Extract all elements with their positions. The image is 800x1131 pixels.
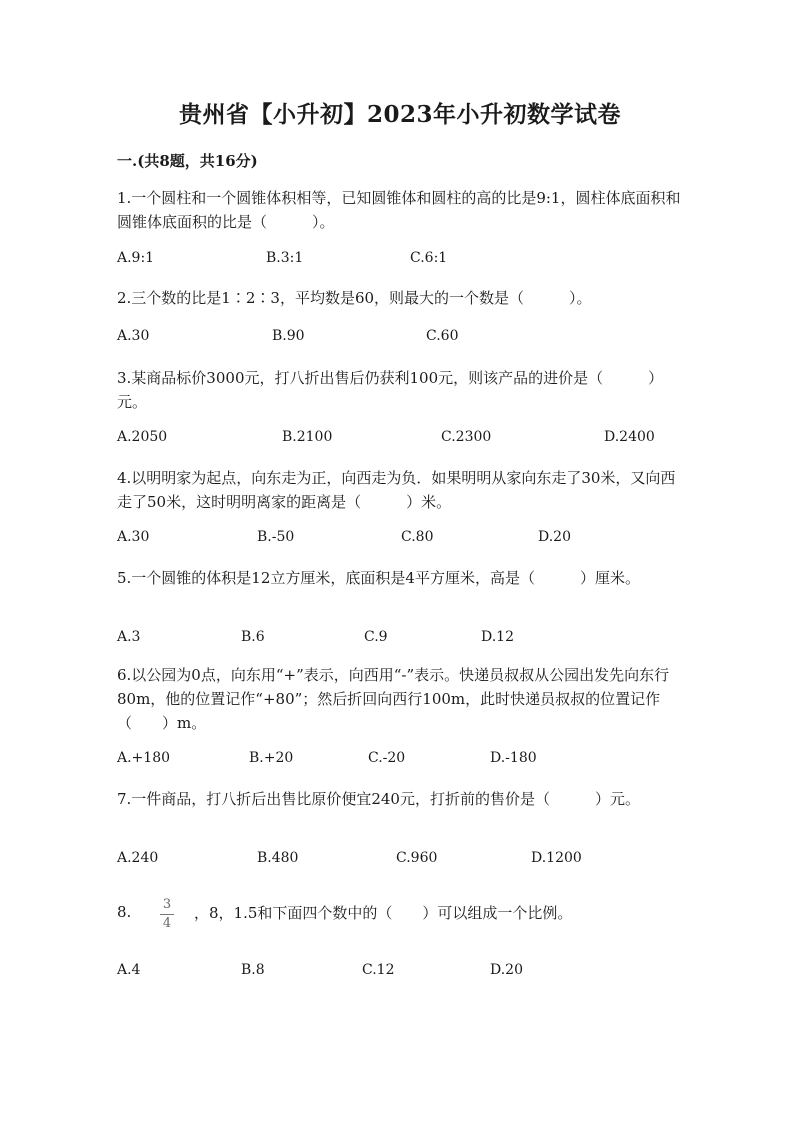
fraction-three-quarters [160,898,174,931]
q4-option-b: B.-50 [257,529,295,545]
question-6-text: 6.以公园为0点，向东用“+”表示，向西用“-”表示。快递员叔叔从公园出发先向东行80m，他的位置记作“+80”；然后折回向西行100m，此时快递员叔叔的位置记作（ ）m。 [117,666,670,732]
question-3-text: 3.某商品标价3000元，打八折出售后仍获利100元，则该产品的进价是（ ）元。 [117,369,664,411]
question-2-text: 2.三个数的比是1∶2∶3，平均数是60，则最大的一个数是（ ）。 [117,289,592,307]
q5-option-a: A.3 [117,629,141,645]
question-7-text: 7.一件商品，打八折后出售比原价便宜240元，打折前的售价是（ ）元。 [117,790,640,808]
fraction-bar [160,914,174,915]
question-5-text: 5.一个圆锥的体积是12立方厘米，底面积是4平方厘米，高是（ ）厘米。 [117,569,640,587]
q8-option-b: B.8 [241,962,265,978]
q5-option-c: C.9 [364,629,388,645]
q5-option-d: D.12 [481,629,514,645]
q6-option-c: C.-20 [368,750,406,766]
q8-option-d: D.20 [490,962,523,978]
q4-option-a: A.30 [117,529,150,545]
q1-option-c: C.6:1 [410,250,448,266]
q4-option-c: C.80 [401,529,434,545]
page-title: 贵州省【小升初】2023年小升初数学试卷 [178,101,621,128]
q3-option-c: C.2300 [441,429,492,445]
q7-option-a: A.240 [117,850,159,866]
q6-option-a: A.+180 [117,750,171,766]
question-4-text: 4.以明明家为起点，向东走为正，向西走为负．如果明明从家向东走了30米，又向西走了50米，这时明明离家的距离是（ ）米。 [117,469,676,511]
q1-option-a: A.9:1 [117,250,155,266]
fraction-numerator: 3 [162,897,172,912]
question-8-text: ，8，1.5和下面四个数中的（ ）可以组成一个比例。 [194,904,573,922]
q2-option-b: B.90 [272,328,305,344]
q2-option-c: C.60 [426,328,459,344]
q8-option-c: C.12 [362,962,395,978]
q3-option-d: D.2400 [604,429,655,445]
q5-option-b: B.6 [241,629,265,645]
fraction-denominator: 4 [162,916,172,931]
q3-option-a: A.2050 [117,429,168,445]
q8-option-a: A.4 [117,962,141,978]
q3-option-b: B.2100 [282,429,333,445]
question-8-number: 8. [117,903,132,921]
q2-option-a: A.30 [117,328,150,344]
q6-option-d: D.-180 [490,750,537,766]
section-heading: 一.(共8题，共16分) [117,152,258,170]
q1-option-b: B.3:1 [266,250,304,266]
q4-option-d: D.20 [538,529,571,545]
q7-option-d: D.1200 [531,850,582,866]
q6-option-b: B.+20 [249,750,294,766]
q7-option-c: C.960 [396,850,438,866]
question-1-text: 1.一个圆柱和一个圆锥体积相等，已知圆锥体和圆柱的高的比是9:1，圆柱体底面积和圆锥体底面积的比是（ ）。 [117,189,681,231]
q7-option-b: B.480 [257,850,299,866]
